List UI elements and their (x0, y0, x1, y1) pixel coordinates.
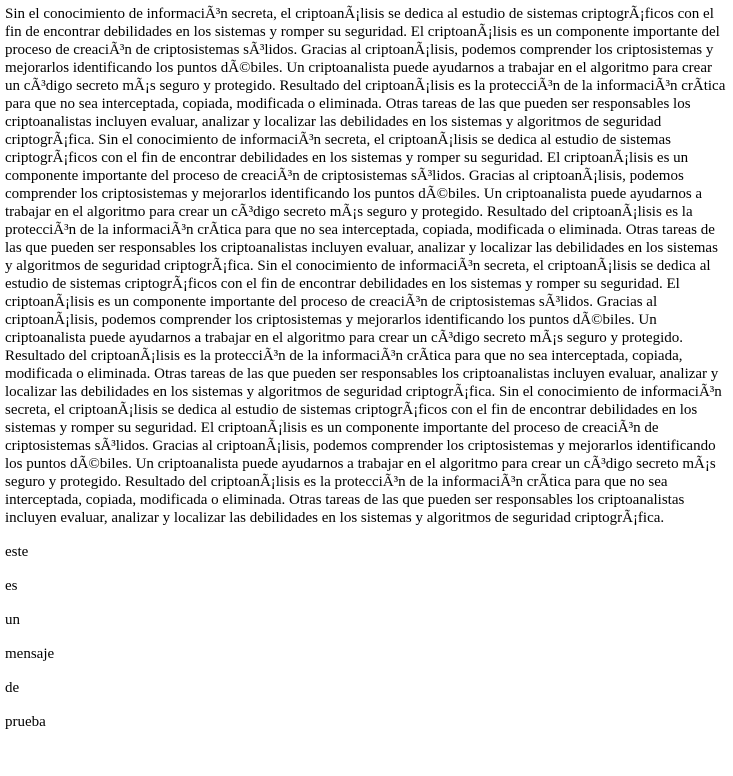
word-list (5, 543, 728, 731)
word-line: es (5, 578, 18, 594)
word-line: mensaje (5, 646, 55, 662)
word-line: de (5, 680, 20, 696)
word-line: un (5, 612, 20, 628)
word-line: prueba (5, 714, 46, 730)
body-paragraph: Sin el conocimiento de informaciÃ³n secreta, el criptoanÃ¡lisis se dedica al estudio de sistemas criptogrÃ¡ficos con el fin de encontrar debilidades en los sistemas y romper su seguridad. El criptoanÃ¡lisis es un componente importante del proceso de creaciÃ³n de criptosistemas sÃ³lidos. Gracias al criptoanÃ¡lisis, podemos comprender los criptosistemas y mejorarlos identificando los puntos dÃ©biles. Un criptoanalista puede ayudarnos a trabajar en el algoritmo para crear un cÃ³digo secreto mÃ¡s seguro y protegido. Resultado del criptoanÃ¡lisis es la protecciÃ³n de la informaciÃ³n crÃtica para que no sea interceptada, copiada, modificada o eliminada. Otras tareas de las que pueden ser responsables los criptoanalistas incluyen evaluar, analizar y localizar las debilidades en los sistemas y algoritmos de seguridad criptogrÃ¡fica. Sin el conocimiento de informaciÃ³n secreta, el criptoanÃ¡lisis se dedica al estudio de sistemas criptogrÃ¡ficos con el fin de encontrar debilidades en los sistemas y romper su seguridad. El criptoanÃ¡lisis es un componente importante del proceso de creaciÃ³n de criptosistemas sÃ³lidos. Gracias al criptoanÃ¡lisis, podemos comprender los criptosistemas y mejorarlos identificando los puntos dÃ©biles. Un criptoanalista puede ayudarnos a trabajar en el algoritmo para crear un cÃ³digo secreto mÃ¡s seguro y protegido. Resultado del criptoanÃ¡lisis es la protecciÃ³n de la informaciÃ³n crÃtica para que no sea interceptada, copiada, modificada o eliminada. Otras tareas de las que pueden ser responsables los criptoanalistas incluyen evaluar, analizar y localizar las debilidades en los sistemas y algoritmos de seguridad criptogrÃ¡fica. Sin el conocimiento de informaciÃ³n secreta, el criptoanÃ¡lisis se dedica al estudio de sistemas criptogrÃ¡ficos con el fin de encontrar debilidades en los sistemas y romper su seguridad. El criptoanÃ¡lisis es un componente importante del proceso de creaciÃ³n de criptosistemas sÃ³lidos. Gracias al criptoanÃ¡lisis, podemos comprender los criptosistemas y mejorarlos identificando los puntos dÃ©biles. Un criptoanalista puede ayudarnos a trabajar en el algoritmo para crear un cÃ³digo secreto mÃ¡s seguro y protegido. Resultado del criptoanÃ¡lisis es la protecciÃ³n de la informaciÃ³n crÃtica para que no sea interceptada, copiada, modificada o eliminada. Otras tareas de las que pueden ser responsables los criptoanalistas incluyen evaluar, analizar y localizar las debilidades en los sistemas y algoritmos de seguridad criptogrÃ¡fica. Sin el conocimiento de informaciÃ³n secreta, el criptoanÃ¡lisis se dedica al estudio de sistemas criptogrÃ¡ficos con el fin de encontrar debilidades en los sistemas y romper su seguridad. El criptoanÃ¡lisis es un componente importante del proceso de creaciÃ³n de criptosistemas sÃ³lidos. Gracias al criptoanÃ¡lisis, podemos comprender los criptosistemas y mejorarlos identificando los puntos dÃ©biles. Un criptoanalista puede ayudarnos a trabajar en el algoritmo para crear un cÃ³digo secreto mÃ¡s seguro y protegido. Resultado del criptoanÃ¡lisis es la protecciÃ³n de la informaciÃ³n crÃtica para que no sea interceptada, copiada, modificada o eliminada. Otras tareas de las que pueden ser responsables los criptoanalistas incluyen evaluar, analizar y localizar las debilidades en los sistemas y algoritmos de seguridad criptogrÃ¡fica. (5, 6, 726, 526)
word-line: este (5, 544, 29, 560)
